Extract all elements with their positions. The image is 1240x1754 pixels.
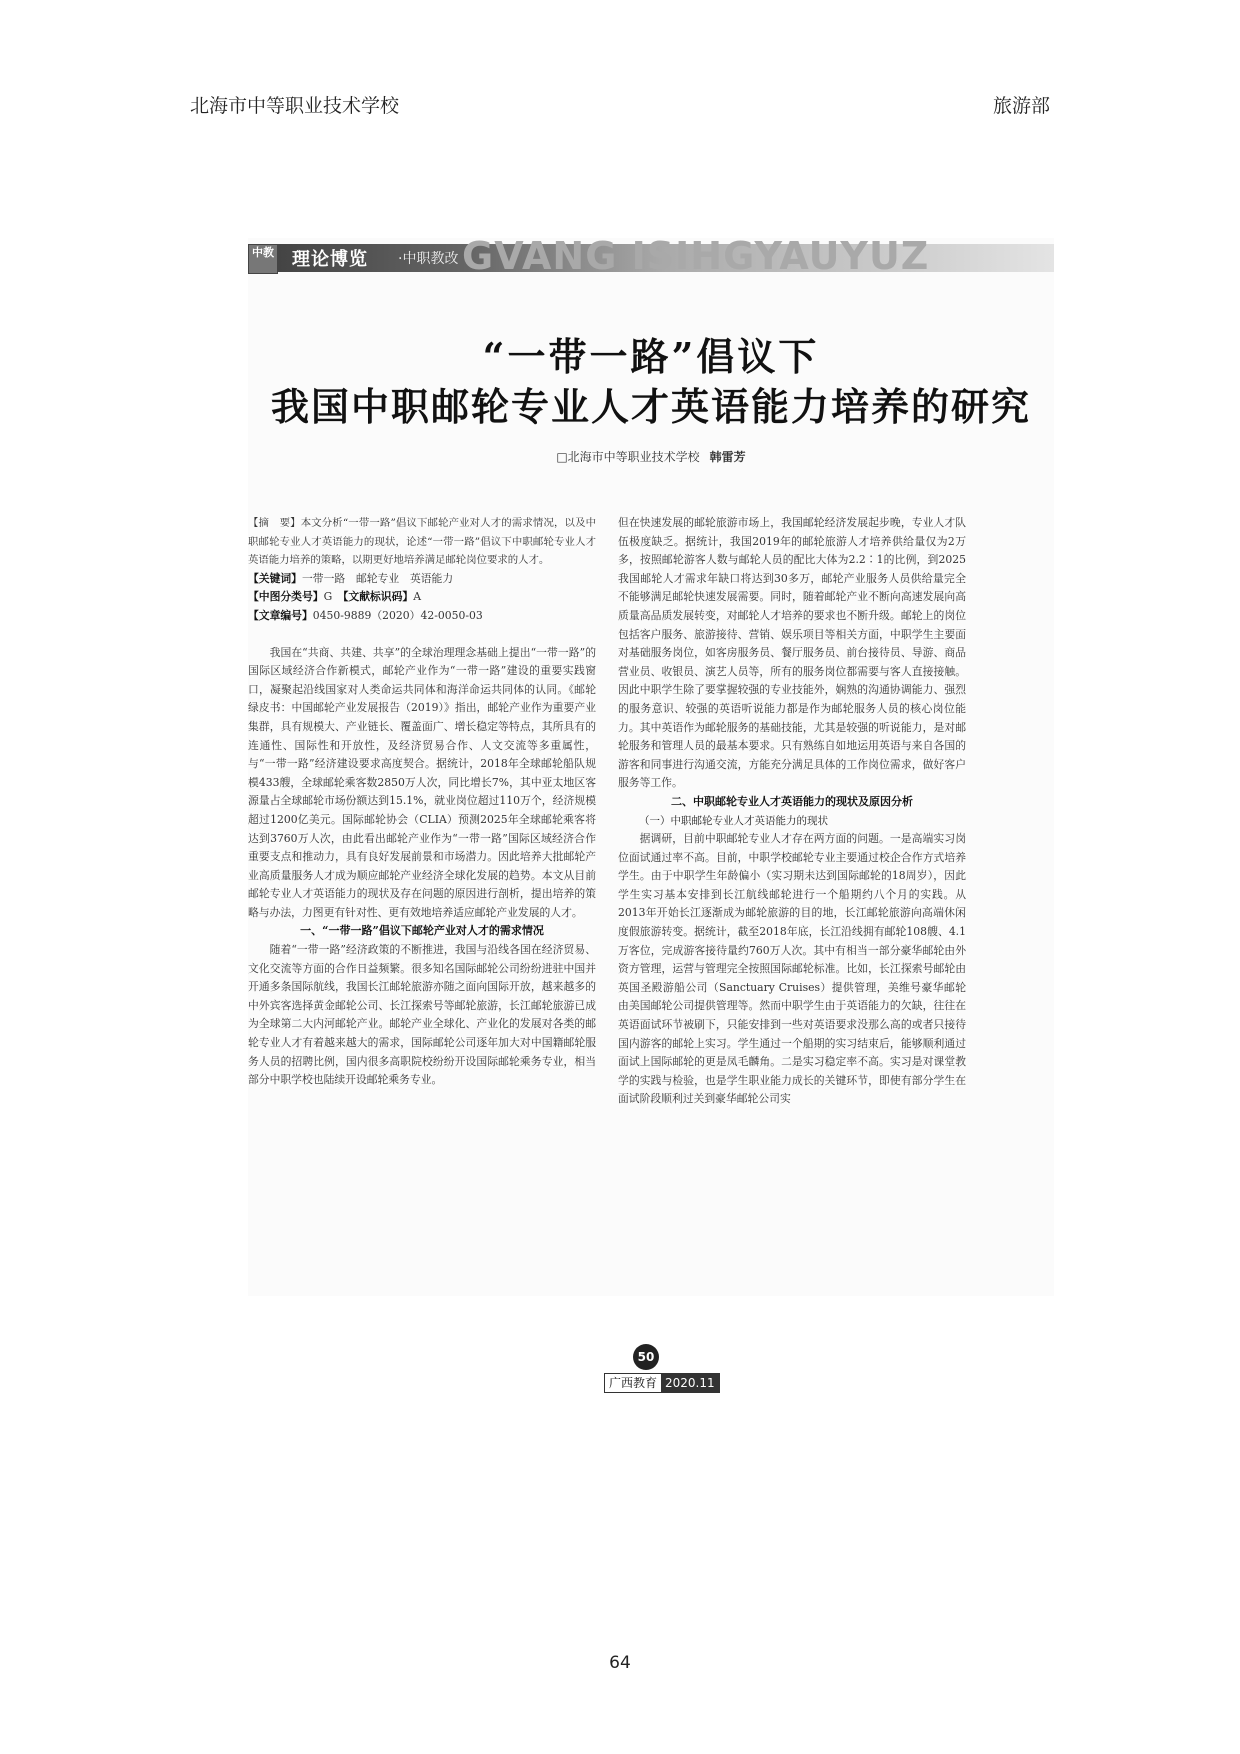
section2-heading: 二、中职邮轮专业人才英语能力的现状及原因分析: [671, 794, 913, 808]
abstract: 【摘 要】本文分析“一带一路”倡议下邮轮产业对人才的需求情况，以及中职邮轮专业人才英语能力的现状，论述“一带一路”倡议下中职邮轮专业人才英语能力培养的策略，以期更好地培养满足邮轮岗位要求的人才。: [248, 517, 596, 567]
article-title-line2: 我国中职邮轮专业人才英语能力培养的研究: [270, 384, 1031, 429]
journal-page-number: 50: [633, 1344, 659, 1370]
byline-author: 韩雷芳: [709, 450, 746, 464]
article-number: 【文章编号】0450-9889（2020）42-0050-03: [248, 608, 483, 622]
byline: [248, 448, 1054, 465]
left-column: [248, 514, 596, 1090]
journal-banner: [248, 234, 1054, 278]
section1-paragraph: 随着“一带一路”经济政策的不断推进，我国与沿线各国在经济贸易、文化交流等方面的合作日益频繁。很多知名国际邮轮公司纷纷进驻中国并开通多条国际航线，我国长江邮轮旅游亦随之面向国际开放，越来越多的中外宾客选择黄金邮轮公司、长江探索号等邮轮旅游，长江邮轮旅游已成为全球第二大内河邮轮产业。邮轮产业全球化、产业化的发展对各类的邮轮专业人才有着越来越大的需求，国际邮轮公司逐年加大对中国籍邮轮服务人员的招聘比例，国内很多高职院校纷纷开设国际邮轮乘务专业，相当部分中职学校也陆续开设邮轮乘务专业。: [248, 943, 596, 1087]
banner-column: 理论博览: [292, 249, 368, 270]
classification: 【中图分类号】G 【文献标识码】A: [248, 590, 421, 604]
header-department: 旅游部: [992, 95, 1050, 117]
journal-name: 广西教育: [605, 1374, 661, 1392]
section1-heading: 一、“一带一路”倡议下邮轮产业对人才的需求情况: [300, 924, 544, 938]
section2-paragraph: 据调研，目前中职邮轮专业人才存在两方面的问题。一是高端实习岗位面试通过率不高。目前，中职学校邮轮专业主要通过校企合作方式培养学生。由于中职学生年龄偏小（实习期未达到国际邮轮的18周岁），因此学生实习基本安排到长江航线邮轮进行一个船期约八个月的实践。从2013年开始长江逐渐成为邮轮旅游的目的地，长江邮轮旅游向高端休闲度假旅游转变。据统计，截至2018年底，长江沿线拥有邮轮108艘、4.1万客位，完成游客接待量约760万人次。其中有相当一部分豪华邮轮由外资方管理，运营与管理完全按照国际邮轮标准。比如，长江探索号邮轮由英国圣殿游船公司（Sanctuary Cruises）提供管理，美维号豪华邮轮由美国邮轮公司提供管理等。然而中职学生由于英语能力的欠缺，往往在英语面试环节被刷下，只能安排到一些对英语要求没那么高的或者只接待国内游客的邮轮上实习。学生通过一个船期的实习结束后，能够顺利通过面试上国际邮轮的更是凤毛麟角。二是实习稳定率不高。实习是对课堂教学的实践与检验，也是学生职业能力成长的关键环节，即使有部分学生在面试阶段顺利过关到豪华邮轮公司实: [618, 832, 966, 1106]
scanned-article: [248, 234, 1054, 1390]
journal-logo: 中教: [248, 244, 278, 274]
journal-footer: [604, 1373, 720, 1393]
byline-affiliation: □北海市中等职业技术学校: [556, 450, 700, 464]
right-column: [618, 514, 966, 1109]
intro-paragraph: 我国在“共商、共建、共享”的全球治理理念基础上提出“一带一路”的国际区域经济合作新模式，邮轮产业作为“一带一路”建设的重要实践窗口，凝聚起沿线国家对人类命运共同体和海洋命运共同体的认同。《邮轮绿皮书：中国邮轮产业发展报告（2019）》指出，邮轮产业作为重要产业集群，具有规模大、产业链长、覆盖面广、增长稳定等特点，其所具有的连通性、国际性和开放性，及经济贸易合作、人文交流等多重属性，与“一带一路”经济建设要求高度契合。据统计，2018年全球邮轮船队规模433艘，全球邮轮乘客数2850万人次，同比增长7%，其中亚太地区客源量占全球邮轮市场份额达到15.1%，就业岗位超过110万个，经济规模超过1200亿美元。国际邮轮协会（CLIA）预测2025年全球邮轮乘客将达到3760万人次，由此看出邮轮产业作为“一带一路”国际区域经济合作重要支点和推动力，具有良好发展前景和市场潜力。因此培养大批邮轮产业高质量服务人才成为顺应邮轮产业经济全球化发展的趋势。本文从目前邮轮专业人才英语能力的现状及存在问题的原因进行剖析，提出培养的策略与办法，力图更有针对性、更有效地培养适应邮轮产业发展的人才。: [248, 645, 596, 919]
banner-pinyin: GVANG ISIHGYAUYUZ: [462, 234, 930, 278]
page-number: 64: [609, 1653, 631, 1673]
section2-subheading: （一）中职邮轮专业人才英语能力的现状: [639, 814, 828, 827]
banner-subcolumn: ·中职教改: [398, 251, 459, 267]
keywords: 【关键词】一带一路 邮轮专业 英语能力: [248, 571, 454, 585]
journal-issue: 2020.11: [661, 1374, 719, 1392]
header-school: 北海市中等职业技术学校: [190, 95, 400, 117]
continued-paragraph: 但在快速发展的邮轮旅游市场上，我国邮轮经济发展起步晚，专业人才队伍极度缺乏。据统计，我国2019年的邮轮旅游人才培养供给量仅为2万多，按照邮轮游客人数与邮轮人员的配比大体为2.2∶1的比例，到2025我国邮轮人才需求年缺口将达到30多万，邮轮产业服务人员供给量完全不能够满足邮轮快速发展需要。同时，随着邮轮产业不断向高速发展向高质量高品质发展转变，对邮轮人才培养的要求也不断升级。邮轮上的岗位包括客户服务、旅游接待、营销、娱乐项目等相关方面，中职学生主要面对基础服务岗位，如客房服务员、餐厅服务员、前台接待员、导游、商品营业员、收银员、演艺人员等，所有的服务岗位都需要与客人直接接触。因此中职学生除了要掌握较强的专业技能外，娴熟的沟通协调能力、强烈的服务意识、较强的英语听说能力都是作为邮轮服务人员的核心岗位能力。其中英语作为邮轮服务的基础技能，尤其是较强的听说能力，是对邮轮服务和管理人员的最基本要求。只有熟练自如地运用英语与来自各国的游客和同事进行沟通交流，方能充分满足具体的工作岗位需求，做好客户服务等工作。: [618, 516, 966, 790]
article-title-line1: “一带一路”倡议下: [482, 334, 820, 379]
